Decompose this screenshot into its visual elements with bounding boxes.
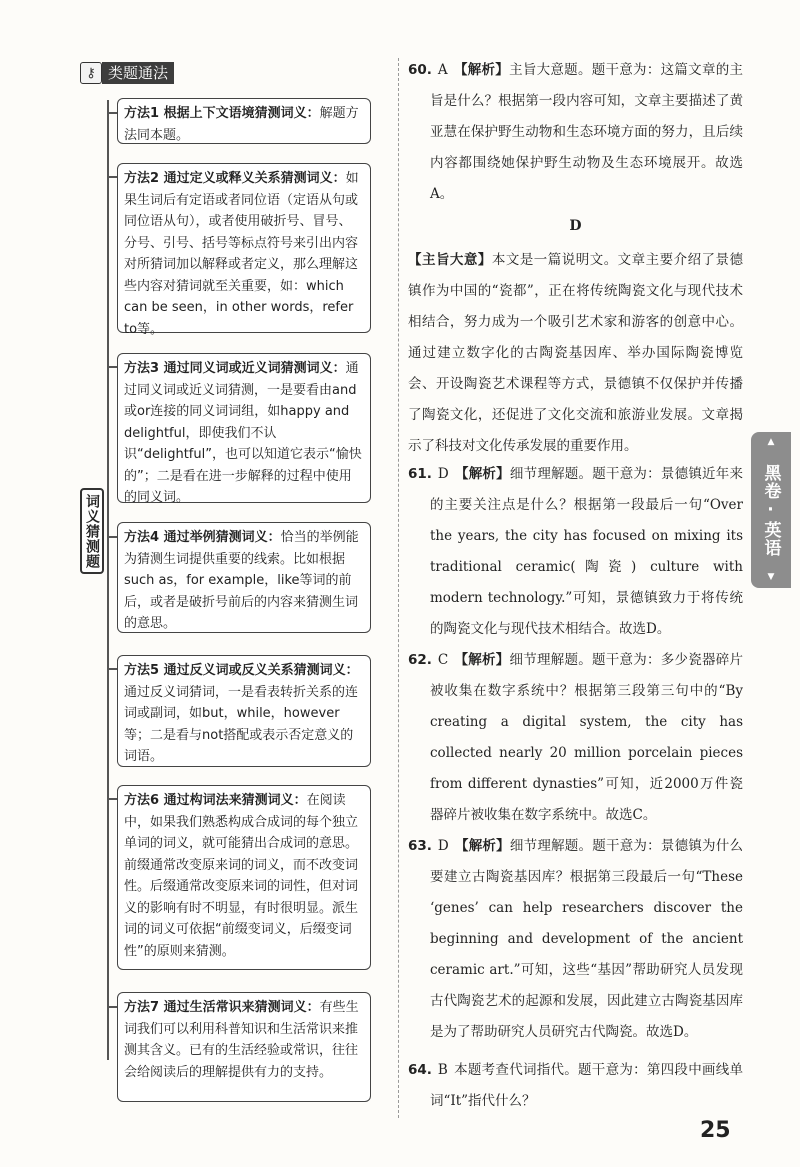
method-card-4 [117, 522, 371, 633]
method-summary-column [0, 0, 395, 1167]
method-body: 恰当的举例能为猜测生词提供重要的线索。比如根据such as，for example，like等词的前后，或者是破折号前后的内容来猜测生词的意思。 [124, 530, 359, 631]
method-body: 有些生词我们可以利用科普知识和生活常识来推测其含义。已有的生活经验或常识，往往会给阅读后的理解提供有力的支持。 [124, 1000, 359, 1080]
up-arrow-icon: ▲ [767, 437, 775, 447]
summary-text: 本文是一篇说明文。文章主要介绍了景德镇作为中国的“瓷都”，正在将传统陶瓷文化与现代技术相结合，努力成为一个吸引艺术家和游客的创意中心。通过建立数字化的古陶瓷基因库、举办国际陶瓷博览会、开设陶瓷艺术课程等方式，景德镇不仅保护并传播了陶瓷文化，还促进了文化交流和旅游业发展。文章揭示了科技对文化传承发展的重要作用。 [408, 252, 744, 454]
answer-letter: D [437, 466, 449, 482]
method-card-5 [117, 655, 371, 767]
analysis-tag: 【解析】 [454, 652, 510, 668]
method-title: 方法4 通过举例猜测词义： [124, 530, 281, 545]
explanation-text: 主旨大意题。题干意为：这篇文章的主旨是什么？根据第一段内容可知，文章主要描述了黄亚慧在保护野生动物和生态环境方面的努力，且后续内容都围绕她保护野生动物及生态环境展开。故选A。 [430, 62, 744, 202]
passage-summary [408, 245, 743, 462]
summary-tag: 【主旨大意】 [408, 252, 492, 268]
method-card-1 [117, 98, 371, 144]
method-body: 如果生词后有定语或者同位语（定语从句或同位语从句），或者使用破折号、冒号、分号、引号、括号等标点符号来引出内容对所猜词加以解释或者定义，那么理解这些内容对猜词就至关重要，如：which can be seen，in other words，refer to等。 [124, 171, 359, 337]
method-title: 方法6 通过构词法来猜测词义： [124, 793, 307, 808]
method-title: 方法3 通过同义词或近义词猜测词义： [124, 361, 346, 376]
section-tag [80, 62, 174, 84]
question-61-explanation [408, 459, 743, 645]
method-body: 在阅读中，如果我们熟悉构成合成词的每个独立单词的词义，就可能猜出合成词的意思。前缀通常改变原来词的词义，而不改变词性。后缀通常改变原来词的词性，但对词义的影响有时不明显，有时很明显。派生词的词义可依据“前缀变词义，后缀变词性”的原则来猜测。 [124, 793, 359, 959]
answer-letter: A [437, 62, 448, 78]
analysis-tag: 【解析】 [454, 838, 510, 854]
explanation-text: 细节理解题。题干意为：多少瓷器碎片被收集在数字系统中？根据第三段第三句中的“By creating a digital system, the city has collected nearly 20 million porcelain pieces from different dynasties”可知，近2000万件瓷器碎片被收集在数字系统中。故选C。 [430, 652, 744, 823]
key-icon: ⚷ [80, 62, 102, 84]
analysis-tag: 【解析】 [453, 62, 510, 78]
method-title: 方法7 通过生活常识来猜测词义： [124, 1000, 320, 1015]
question-number: 60. [408, 62, 432, 78]
side-tab-label: 黑卷·英语 [760, 463, 781, 557]
explanation-text: 细节理解题。题干意为：景德镇近年来的主要关注点是什么？根据第一段最后一句“Over the years, the city has focused on mixing its traditional ceramic(陶瓷) culture with modern technology.”可知，景德镇致力于将传统的陶瓷文化与现代技术相结合。故选D。 [430, 466, 744, 637]
method-title: 方法1 根据上下文语境猜测词义： [124, 106, 320, 121]
side-tab [751, 432, 791, 588]
tag-label: 类题通法 [102, 62, 174, 84]
section-heading: D [569, 218, 582, 234]
answer-letter: D [437, 838, 449, 854]
explanation-text: 本题考查代词指代。题干意为：第四段中画线单词“It”指代什么？ [430, 1062, 743, 1109]
column-divider [398, 58, 399, 1118]
method-card-6 [117, 785, 371, 970]
question-63-explanation [408, 831, 743, 1048]
page-number: 25 [700, 1118, 731, 1143]
question-number: 61. [408, 466, 432, 482]
explanation-text: 细节理解题。题干意为：景德镇为什么要建立古陶瓷基因库？根据第三段最后一句“These ‘genes’ can help researchers discover the beginning and development of the ancient ceramic art.”可知，这些“基因”帮助研究人员发现古代陶瓷艺术的起源和发展，因此建立古陶瓷基因库是为了帮助研究人员研究古代陶瓷。故选D。 [430, 838, 744, 1040]
spine-line [107, 100, 109, 1060]
question-number: 64. [408, 1062, 432, 1078]
answer-letter: B [437, 1062, 448, 1078]
method-body: 通过反义词猜词，一是看表转折关系的连词或副词，如but，while，however等；二是看与not搭配或表示否定意义的词语。 [124, 684, 359, 764]
method-body: 解题方法同本题。 [124, 106, 359, 143]
question-60-explanation [408, 55, 743, 210]
spine-label: 词义猜测题 [80, 488, 104, 574]
method-card-3 [117, 353, 371, 503]
method-title: 方法5 通过反义词或反义关系猜测词义： [124, 663, 359, 678]
question-64-explanation [408, 1055, 743, 1117]
method-body: 通过同义词或近义词猜测，一是要看由and或or连接的同义词词组，如happy and delightful，即使我们不认识“delightful”，也可以知道它表示“愉快的”；二是看在进一步解释的过程中使用的同义词。 [124, 361, 362, 505]
answer-letter: C [437, 652, 449, 668]
analysis-tag: 【解析】 [454, 466, 510, 482]
method-title: 方法2 通过定义或释义关系猜测词义： [124, 171, 346, 186]
method-card-2 [117, 163, 371, 337]
question-number: 62. [408, 652, 432, 668]
method-card-7 [117, 992, 371, 1102]
down-arrow-icon: ▼ [767, 572, 775, 582]
question-number: 63. [408, 838, 432, 854]
question-62-explanation [408, 645, 743, 831]
